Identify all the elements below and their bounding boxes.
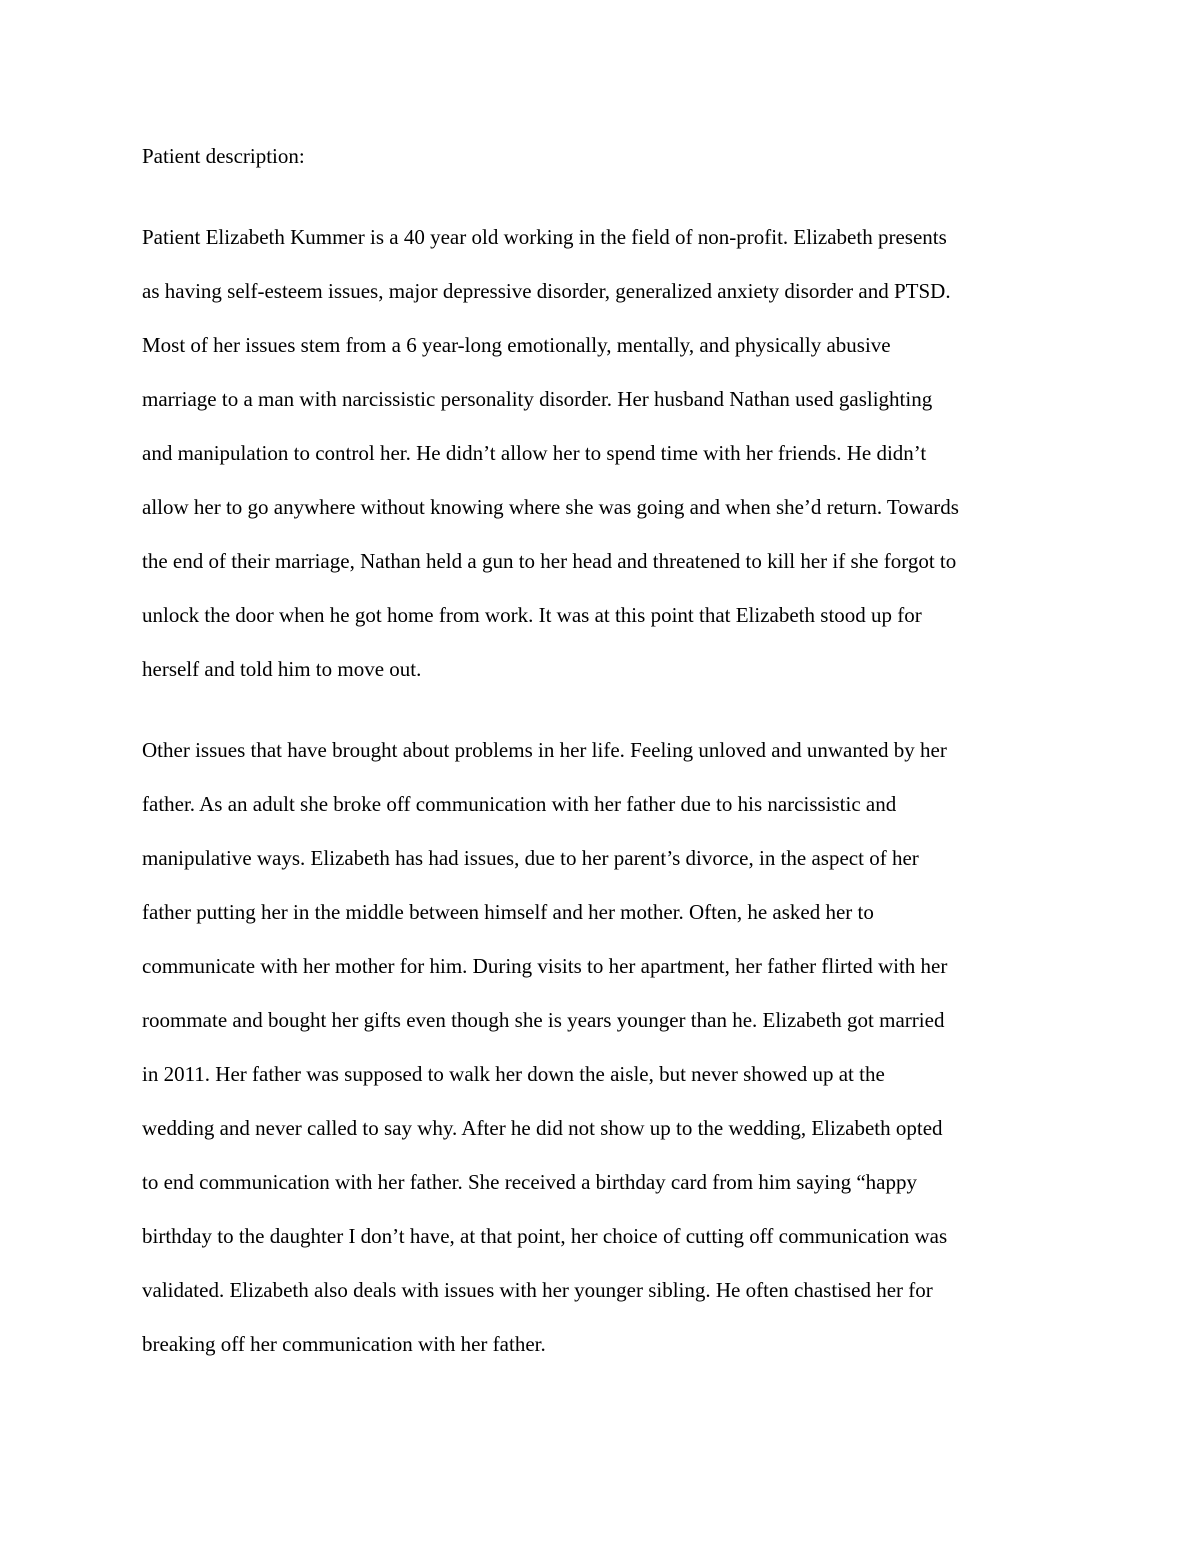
paragraph-line: unlock the door when he got home from work. It was at this point that Elizabeth stood up for — [142, 603, 922, 627]
paragraph-line: Patient Elizabeth Kummer is a 40 year old working in the field of non-profit. Elizabeth presents — [142, 225, 947, 249]
paragraph-line: father. As an adult she broke off communication with her father due to his narcissistic and — [142, 792, 897, 816]
paragraph-line: wedding and never called to say why. After he did not show up to the wedding, Elizabeth opted — [142, 1116, 943, 1140]
paragraph-line: father putting her in the middle between himself and her mother. Often, he asked her to — [142, 900, 874, 924]
paragraph-line: to end communication with her father. She received a birthday card from him saying “happy — [142, 1170, 918, 1194]
paragraph-line: Other issues that have brought about problems in her life. Feeling unloved and unwanted by her — [142, 738, 947, 762]
paragraph-line: allow her to go anywhere without knowing where she was going and when she’d return. Towards — [142, 495, 959, 519]
paragraph-line: Most of her issues stem from a 6 year-long emotionally, mentally, and physically abusive — [142, 333, 891, 357]
paragraph-line: herself and told him to move out. — [142, 657, 422, 681]
paragraph-line: breaking off her communication with her father. — [142, 1332, 546, 1356]
paragraph-line: marriage to a man with narcissistic personality disorder. Her husband Nathan used gaslighting — [142, 387, 933, 411]
paragraph-line: the end of their marriage, Nathan held a gun to her head and threatened to kill her if she forgot to — [142, 549, 957, 573]
paragraph-line: as having self-esteem issues, major depressive disorder, generalized anxiety disorder and PTSD. — [142, 279, 951, 303]
paragraph-line: birthday to the daughter I don’t have, at that point, her choice of cutting off communication was — [142, 1224, 948, 1248]
paragraph-line: roommate and bought her gifts even though she is years younger than he. Elizabeth got married — [142, 1008, 945, 1032]
paragraph-line: manipulative ways. Elizabeth has had issues, due to her parent’s divorce, in the aspect of her — [142, 846, 919, 870]
paragraph-line: in 2011. Her father was supposed to walk her down the aisle, but never showed up at the — [142, 1062, 885, 1086]
paragraph-line: and manipulation to control her. He didn’t allow her to spend time with her friends. He didn’t — [142, 441, 927, 465]
paragraph-line: validated. Elizabeth also deals with issues with her younger sibling. He often chastised her for — [142, 1278, 933, 1302]
section-heading: Patient description: — [142, 144, 305, 168]
paragraph-line: communicate with her mother for him. During visits to her apartment, her father flirted with her — [142, 954, 948, 978]
